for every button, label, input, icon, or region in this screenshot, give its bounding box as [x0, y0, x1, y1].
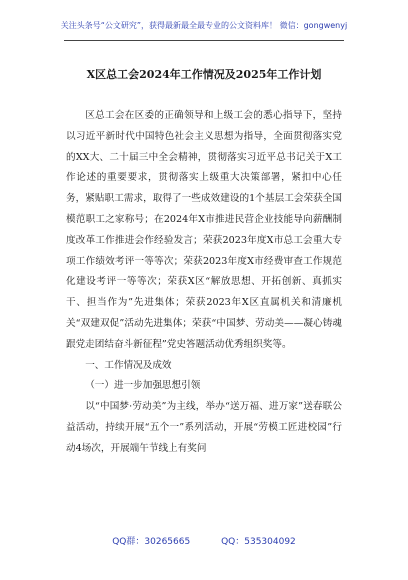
contact-footer — [0, 534, 408, 547]
qq-contact-text: QQ：535304092 — [221, 537, 296, 547]
intro-paragraph: 区总工会在区委的正确领导和上级工会的悉心指导下，坚持以习近平新时代中国特色社会主义思想为指导，全面贯彻落实党的XX大、二十届三中全会精神，贯彻落实习近平总书记关于X工作论述的重要要求，贯彻落实上级重大决策部署，紧扣中心任务，紧贴职工需求，取得了一些成效建设的1个基层工会荣获全国模范职工之家称号；在2024年X市推进民营企业技能导向薪酬制度改革工作推进会作经验发言；荣获2023年度X市总工会重大专项工作绩效考评一等等次；荣获2023年度X市经费审查工作规范化建设考评一等等次；荣获X区“解放思想、开拓创新、真抓实干、担当作为”先进集体；荣获2023年X区直属机关和清廉机关“双建双促”活动先进集体；荣获“中国梦、劳动美——凝心铸魂跟党走团结奋斗新征程”党史答题活动优秀组织奖等。 — [66, 110, 342, 350]
section-heading: 一、工作情况及成效 — [85, 359, 172, 371]
qq-group-text: QQ群：30265665 — [112, 537, 191, 547]
document-body — [66, 106, 342, 460]
subsection-heading: （一）进一步加强思想引领 — [85, 380, 201, 392]
document-title: X区总工会2024年工作情况及2025年工作计划 — [86, 68, 322, 81]
body-paragraph: 以“中国梦·劳动美”为主线，举办“送万福、进万家”送春联公益活动，持续开展“五个一”系列活动，开展“劳模工匠进校园”行动4场次，开展端午节线上有奖问 — [66, 401, 342, 454]
header-divider — [64, 40, 344, 41]
promo-header: 关注头条号“公文研究”，获得最新最全最专业的公文资料库！ 微信：gongwenyj — [60, 21, 348, 30]
